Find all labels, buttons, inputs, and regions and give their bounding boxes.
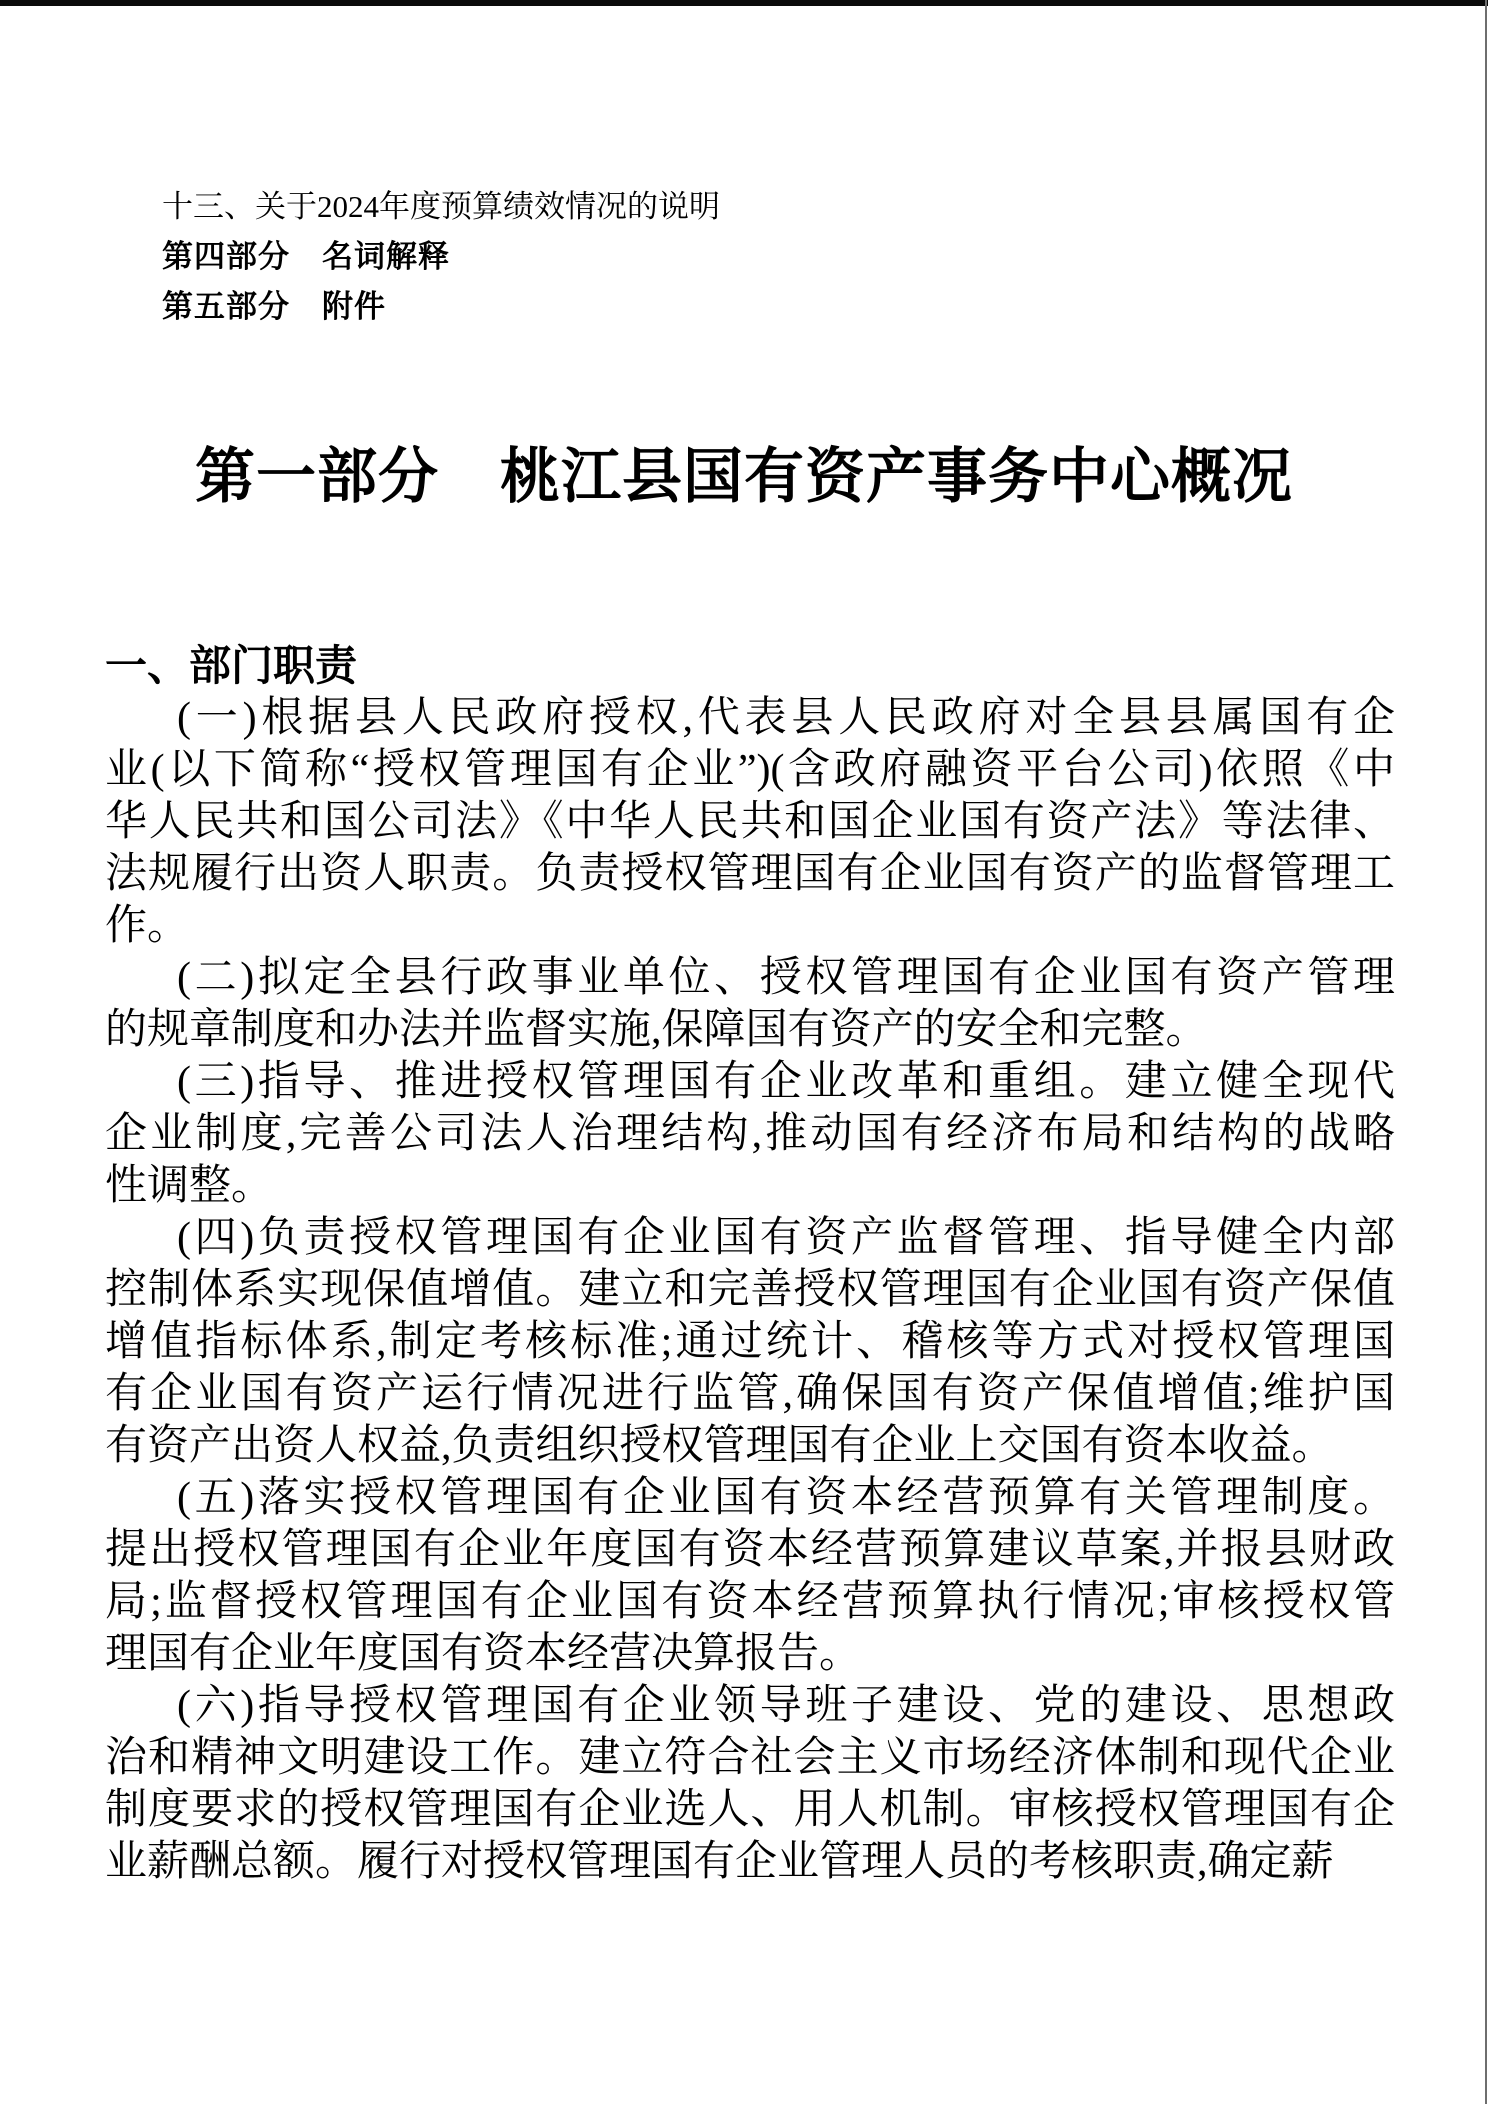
body-line: 理国有企业年度国有资本经营决算报告。 xyxy=(105,1631,862,1677)
body-line: 性调整。 xyxy=(105,1163,274,1209)
body-line: 业(以下简称“授权管理国有企业”)(含政府融资平台公司)依照《中 xyxy=(105,747,1395,793)
body-line: 华人民共和国公司法》《中华人民共和国企业国有资产法》等法律、 xyxy=(105,799,1395,845)
body-line: (三)指导、推进授权管理国有企业改革和重组。建立健全现代 xyxy=(177,1059,1395,1105)
body-line: 法规履行出资人职责。负责授权管理国有企业国有资产的监督管理工 xyxy=(105,851,1395,897)
scan-edge-right xyxy=(1485,0,1487,2104)
body-line: (五)落实授权管理国有企业国有资本经营预算有关管理制度。 xyxy=(177,1475,1395,1521)
body-line: 有资产出资人权益,负责组织授权管理国有企业上交国有资本收益。 xyxy=(105,1423,1334,1469)
body-line: 作。 xyxy=(105,903,190,949)
paragraph xyxy=(105,952,1395,1056)
paragraph xyxy=(105,1212,1395,1472)
paragraph xyxy=(105,1680,1395,1888)
paragraph xyxy=(105,1472,1395,1680)
body-line: 制度要求的授权管理国有企业选人、用人机制。审核授权管理国有企 xyxy=(105,1787,1395,1833)
body-line: 业薪酬总额。履行对授权管理国有企业管理人员的考核职责,确定薪 xyxy=(105,1839,1334,1885)
body-line: 有企业国有资产运行情况进行监管,确保国有资产保值增值;维护国 xyxy=(105,1371,1395,1417)
scan-edge-top xyxy=(0,0,1488,6)
toc xyxy=(162,182,720,332)
toc-line: 十三、关于2024年度预算绩效情况的说明 xyxy=(162,189,720,224)
toc-line: 第五部分 附件 xyxy=(162,289,386,324)
paragraph xyxy=(105,692,1395,952)
body-line: (四)负责授权管理国有企业国有资产监督管理、指导健全内部 xyxy=(177,1215,1395,1261)
body-line: (六)指导授权管理国有企业领导班子建设、党的建设、思想政 xyxy=(177,1683,1395,1729)
body-line: 提出授权管理国有企业年度国有资本经营预算建议草案,并报县财政 xyxy=(105,1527,1395,1573)
body-line: (二)拟定全县行政事业单位、授权管理国有企业国有资产管理 xyxy=(177,955,1395,1001)
body-line: 增值指标体系,制定考核标准;通过统计、稽核等方式对授权管理国 xyxy=(105,1319,1395,1365)
body-line: 局;监督授权管理国有企业国有资本经营预算执行情况;审核授权管 xyxy=(105,1579,1395,1625)
body-line: 的规章制度和办法并监督实施,保障国有资产的安全和完整。 xyxy=(105,1007,1208,1053)
body-line: 治和精神文明建设工作。建立符合社会主义市场经济体制和现代企业 xyxy=(105,1735,1395,1781)
body-line: 控制体系实现保值增值。建立和完善授权管理国有企业国有资产保值 xyxy=(105,1267,1395,1313)
body-text xyxy=(105,640,1395,1888)
body-line: (一)根据县人民政府授权,代表县人民政府对全县县属国有企 xyxy=(177,695,1395,741)
section-heading: 一、部门职责 xyxy=(105,642,358,689)
page-title: 第一部分 桃江县国有资产事务中心概况 xyxy=(195,444,1293,510)
body-line: 企业制度,完善公司法人治理结构,推动国有经济布局和结构的战略 xyxy=(105,1111,1395,1157)
toc-line: 第四部分 名词解释 xyxy=(162,239,450,274)
paragraph xyxy=(105,1056,1395,1212)
